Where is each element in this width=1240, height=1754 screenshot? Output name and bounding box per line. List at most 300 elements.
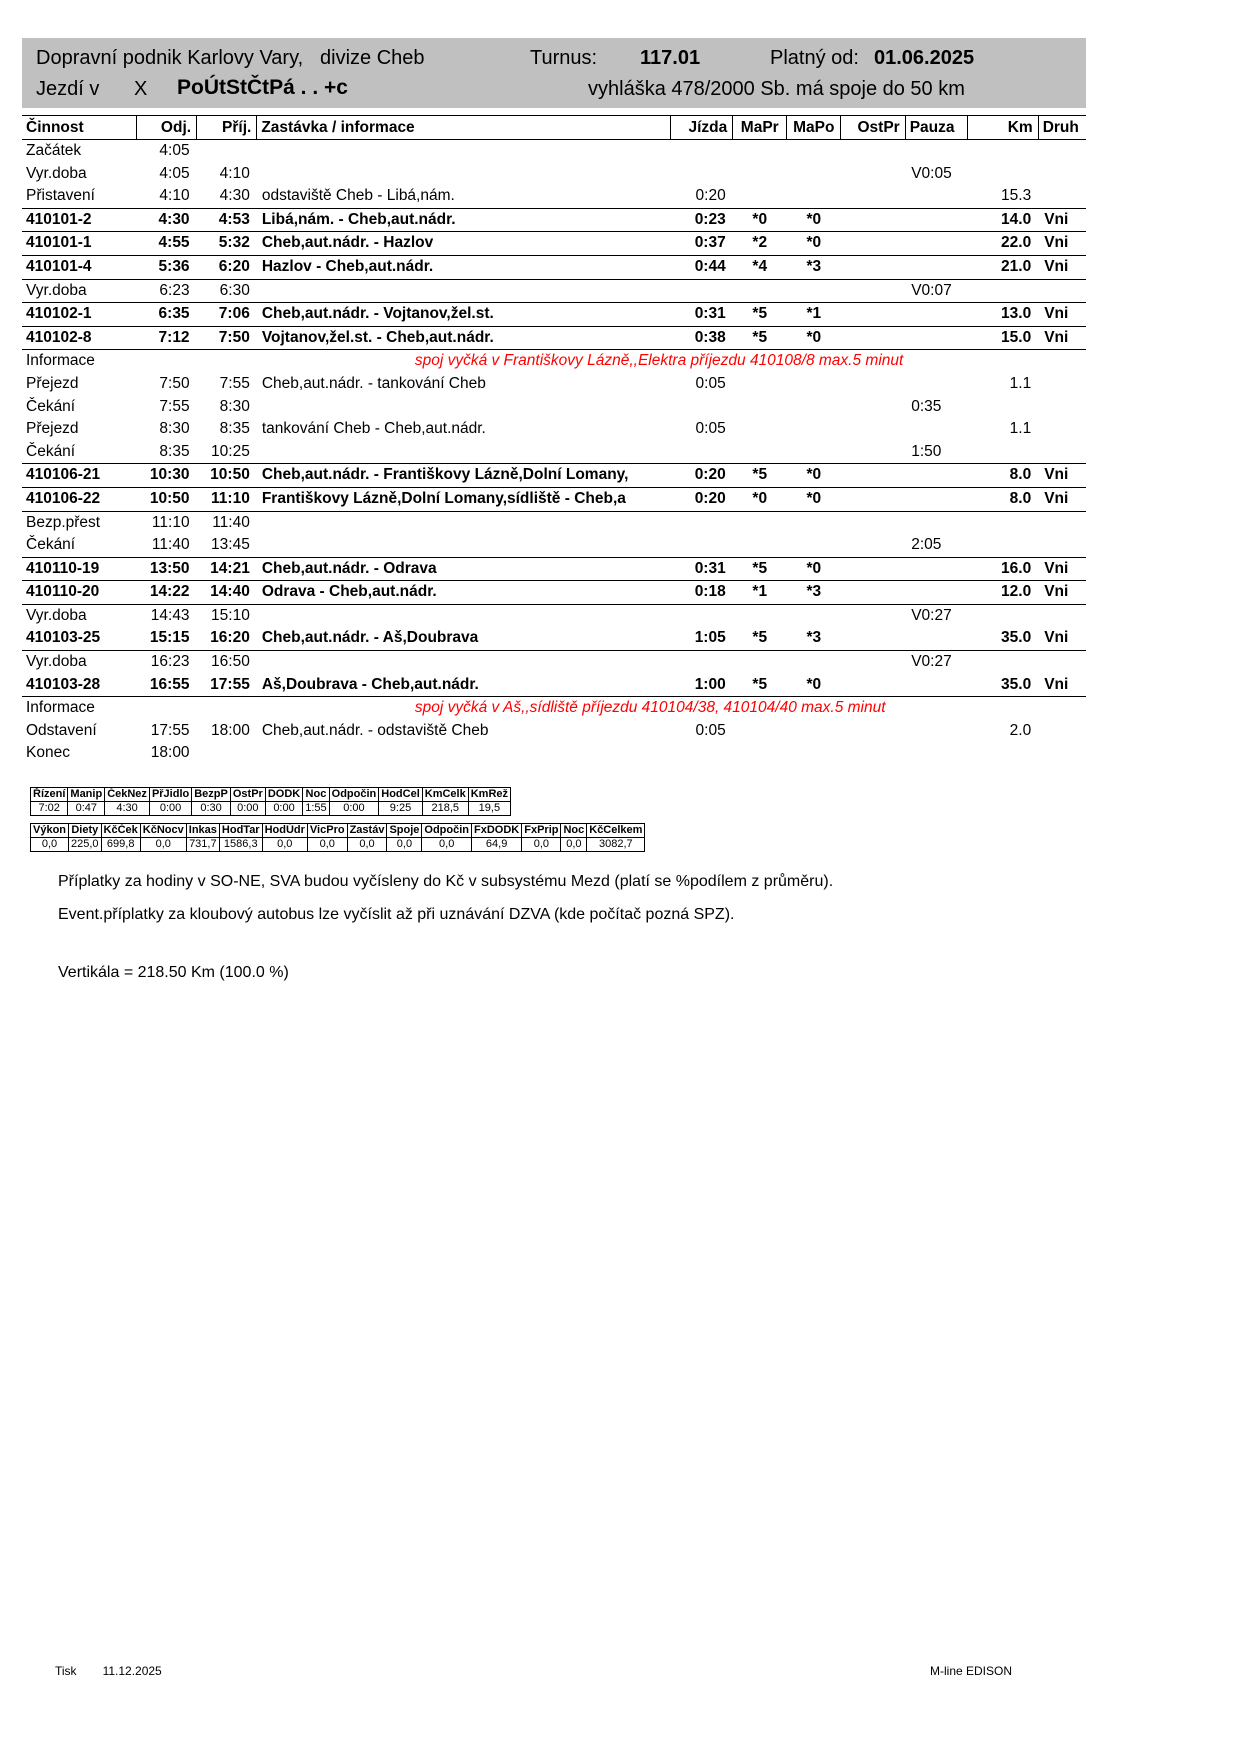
cell-prijezd: 4:30 [219,187,250,205]
summary2-header-10: Odpočin [422,824,472,838]
cell-prijezd: 10:50 [197,464,257,488]
cell-zastavka: Cheb,aut.nádr. - Hazlov [257,232,671,256]
cell-zastavka [257,511,671,534]
cell-cinnost: Vyr.doba [22,279,136,303]
column-header-cinnost: Činnost [22,116,136,140]
cell-zastavka: Cheb,aut.nádr. - Aš,Doubrava [261,629,479,647]
cell-cinnost: Začátek [26,142,82,159]
cell-zastavka [257,604,671,627]
cell-prijezd: 4:10 [219,164,250,182]
cell-druh [1038,279,1086,303]
cell-odjezd [136,697,196,720]
table-row [22,604,1086,627]
cell-jizda [670,140,732,163]
cell-jizda: 0:05 [695,420,726,438]
company-name: Dopravní podnik Karlovy Vary, [36,47,304,69]
cell-mapr [733,441,787,464]
operating-days-value: PoÚtStČtPá . . +c [177,76,348,99]
cell-zastavka [257,697,886,720]
cell-cinnost: Přejezd [26,420,79,438]
cell-jizda [670,651,732,674]
cell-odjezd: 7:12 [136,326,196,350]
schedule-header-row [22,116,1086,140]
cell-ostpr [841,557,905,581]
cell-cinnost: 410110-19 [22,557,136,581]
column-header-zastavka: Zastávka / informace [257,116,671,140]
table-row [22,350,1086,373]
summary2-header-12: FxPrip [522,824,561,838]
cell-druh [1038,140,1086,163]
cell-cinnost: Odstavení [26,721,97,739]
cell-prijezd [197,350,257,373]
cell-druh [1038,534,1086,557]
cell-pauza [905,697,967,720]
cell-jizda: 0:31 [670,303,732,327]
cell-pauza [905,487,967,511]
valid-from-label: Platný od: [770,47,859,69]
summary1-header-6: DODK [265,788,302,802]
cell-pauza [905,418,967,441]
cell-cinnost: Přistavení [26,187,95,205]
cell-jizda [670,441,732,464]
summary1-value-0: 7:02 [31,802,68,816]
cell-druh: Vni [1038,326,1086,350]
operating-days-label: Jezdí v [36,78,100,100]
cell-km: 35.0 [1001,629,1032,647]
table-row [22,674,1086,697]
cell-ostpr [841,303,905,327]
cell-km: 15.3 [1001,187,1032,205]
cell-km: 13.0 [968,303,1039,327]
cell-zastavka: Odrava - Cheb,aut.nádr. [257,581,671,605]
cell-ostpr [841,163,905,186]
cell-ostpr [841,441,905,464]
cell-zastavka: Cheb,aut.nádr. - odstaviště Cheb [261,721,489,739]
print-date: 11.12.2025 [102,1664,162,1678]
info-note-text: spoj vyčká v Františkovy Lázně,,Elektra příjezdu 410108/8 max.5 minut [414,352,904,370]
cell-pauza [905,232,967,256]
cell-prijezd: 5:32 [197,232,257,256]
cell-mapr [733,185,787,208]
cell-ostpr [841,487,905,511]
cell-cinnost: Konec [26,744,70,762]
cell-jizda: 0:05 [695,721,726,739]
summary1-value-10: 218,5 [422,802,468,816]
cell-pauza [905,208,967,232]
summary1-header-1: Manip [68,788,105,802]
cell-druh [1038,441,1086,464]
cell-km: 15.0 [968,326,1039,350]
cell-cinnost: Vyr.doba [26,164,87,182]
cell-mapo: *0 [787,208,841,232]
summary2-value-7: 0,0 [307,838,347,852]
cell-zastavka: Františkovy Lázně,Dolní Lomany,sídliště - Cheb,a [257,487,671,511]
cell-ostpr [841,396,905,419]
cell-prijezd: 18:00 [211,721,250,739]
cell-druh: Vni [1038,487,1086,511]
cell-cinnost: 410101-1 [22,232,136,256]
cell-cinnost: 410102-1 [22,303,136,327]
cell-ostpr [841,326,905,350]
table-row [22,373,1086,396]
cell-odjezd: 8:30 [159,420,190,438]
cell-pauza: V0:27 [905,651,967,674]
footer-product: M-line EDISON [930,1664,1013,1678]
cell-odjezd: 18:00 [150,744,190,762]
cell-km [968,511,1039,534]
cell-prijezd: 7:50 [197,326,257,350]
cell-mapo [787,279,841,303]
cell-jizda: 0:38 [670,326,732,350]
cell-zastavka: Cheb,aut.nádr. - Františkovy Lázně,Dolní Lomany, [257,464,671,488]
cell-km: 12.0 [968,581,1039,605]
cell-odjezd: 8:35 [159,442,190,460]
cell-mapr [733,651,787,674]
table-row [22,581,1086,605]
summary2-header-11: FxDODK [472,824,522,838]
cell-odjezd: 16:23 [136,651,196,674]
cell-pauza [905,255,967,279]
cell-mapr: *2 [733,232,787,256]
cell-mapr: *0 [733,487,787,511]
cell-prijezd [197,697,257,720]
cell-mapr [733,604,787,627]
cell-mapo: *3 [806,629,822,647]
cell-zastavka: Libá,nám. - Cheb,aut.nádr. [257,208,671,232]
schedule-body [22,140,1086,766]
summary1-value-row [31,802,511,816]
cell-cinnost: Přejezd [26,374,79,392]
cell-mapr [733,742,787,765]
cell-km [968,441,1039,464]
cell-mapo: *0 [787,326,841,350]
document-header [22,38,1086,108]
cell-ostpr [841,373,905,396]
cell-prijezd: 17:55 [210,675,250,693]
cell-mapo [787,742,841,765]
cell-mapr: *5 [733,326,787,350]
cell-zastavka [257,651,671,674]
cell-prijezd [197,140,257,163]
cell-km: 22.0 [968,232,1039,256]
cell-km: 1.1 [1009,374,1032,392]
cell-mapr: *5 [733,557,787,581]
summary1-header-row [31,788,511,802]
cell-mapo [787,604,841,627]
column-header-druh: Druh [1038,116,1086,140]
cell-zastavka: Cheb,aut.nádr. - Odrava [257,557,671,581]
cell-pauza [905,373,967,396]
cell-jizda [670,534,732,557]
cell-cinnost: 410102-8 [22,326,136,350]
cell-druh: Vni [1038,255,1086,279]
column-header-ostpr: OstPr [841,116,905,140]
cell-druh: Vni [1044,675,1069,693]
cell-mapr: *5 [733,464,787,488]
cell-prijezd [197,742,257,765]
cell-prijezd: 8:35 [219,420,250,438]
cell-odjezd: 5:36 [136,255,196,279]
cell-pauza [905,581,967,605]
cell-pauza [905,464,967,488]
cell-odjezd: 11:40 [151,536,190,554]
cell-km: 1.1 [1009,420,1032,438]
cell-ostpr [841,140,905,163]
turnus-value: 117.01 [640,47,701,69]
summary2-value-1: 225,0 [69,838,102,852]
cell-mapo [787,396,841,419]
cell-pauza [905,627,967,650]
cell-odjezd: 14:43 [136,604,196,627]
cell-pauza [905,140,967,163]
cell-prijezd: 13:45 [211,536,250,554]
regulation-note: vyhláška 478/2000 Sb. má spoje do 50 km [588,78,965,100]
cell-ostpr [841,464,905,488]
summary-table-hours [30,787,511,816]
cell-ostpr [841,255,905,279]
cell-zastavka [257,441,671,464]
cell-cinnost: 410101-4 [22,255,136,279]
cell-mapr [733,279,787,303]
cell-prijezd: 16:50 [197,651,257,674]
cell-odjezd: 13:50 [136,557,196,581]
cell-druh: Vni [1044,629,1069,647]
cell-druh [1038,720,1086,743]
cell-zastavka [257,534,671,557]
summary1-header-0: Řízení [31,788,68,802]
cell-cinnost: Čekání [26,442,76,460]
cell-ostpr [841,534,905,557]
cell-pauza [905,742,967,765]
summary2-value-9: 0,0 [387,838,422,852]
summary1-header-2: ČekNez [105,788,150,802]
cell-cinnost: 410110-20 [22,581,136,605]
cell-mapr [733,720,787,743]
cell-jizda: 0:20 [670,464,732,488]
cell-pauza: V0:05 [911,164,952,182]
cell-ostpr [841,232,905,256]
header-row-bottom [22,78,1086,108]
cell-mapo [787,140,841,163]
cell-jizda [670,396,732,419]
cell-pauza: 2:05 [911,536,942,554]
cell-mapo [787,373,841,396]
cell-ostpr [841,674,905,697]
cell-zastavka [257,396,671,419]
cell-odjezd: 16:55 [149,675,190,693]
cell-druh [1038,418,1086,441]
cell-pauza: V0:07 [905,279,967,303]
cell-ostpr [841,208,905,232]
cell-mapo [787,534,841,557]
summary2-value-3: 0,0 [140,838,186,852]
cell-zastavka [257,163,671,186]
cell-km [968,651,1039,674]
cell-odjezd: 4:55 [136,232,196,256]
cell-mapo: *0 [787,557,841,581]
cell-km: 35.0 [1001,675,1032,693]
table-row [22,185,1086,208]
cell-km: 16.0 [968,557,1039,581]
cell-druh [1038,163,1086,186]
cell-zastavka [257,742,671,765]
cell-druh: Vni [1038,581,1086,605]
cell-mapo: *1 [787,303,841,327]
cell-odjezd: 17:55 [150,721,190,739]
cell-pauza: 0:35 [911,397,942,415]
cell-mapr: *1 [733,581,787,605]
summary2-header-0: Výkon [31,824,69,838]
cell-cinnost: Vyr.doba [22,651,136,674]
cell-pauza [905,720,967,743]
cell-pauza [905,326,967,350]
division-name: divize Cheb [320,47,425,69]
cell-odjezd: 4:10 [159,187,190,205]
cell-prijezd: 15:10 [197,604,257,627]
cell-prijezd: 8:30 [219,397,250,415]
cell-zastavka: Hazlov - Cheb,aut.nádr. [257,255,671,279]
cell-km: 14.0 [968,208,1039,232]
cell-mapo [787,511,841,534]
cell-odjezd [136,350,196,373]
cell-zastavka [257,350,904,373]
cell-cinnost: 410106-21 [22,464,136,488]
cell-km [968,742,1039,765]
cell-km: 8.0 [968,464,1039,488]
table-row [22,232,1086,256]
summary2-value-row [31,838,645,852]
cell-jizda [670,279,732,303]
cell-jizda: 0:37 [670,232,732,256]
cell-zastavka: Cheb,aut.nádr. - Vojtanov,žel.st. [257,303,671,327]
summary1-value-4: 0:30 [192,802,231,816]
cell-jizda: 0:23 [670,208,732,232]
summary2-value-6: 0,0 [262,838,307,852]
summary1-header-11: KmRež [468,788,510,802]
cell-jizda [670,742,732,765]
cell-mapo [787,185,841,208]
cell-km [968,604,1039,627]
table-row [22,303,1086,327]
cell-mapr [733,163,787,186]
cell-odjezd: 7:50 [159,374,190,392]
table-row [22,487,1086,511]
cell-prijezd: 14:40 [197,581,257,605]
cell-odjezd: 6:23 [136,279,196,303]
cell-km [968,140,1039,163]
cell-ostpr [841,185,905,208]
column-header-km: Km [968,116,1039,140]
header-row-top [22,47,1086,77]
table-row [22,511,1086,534]
cell-cinnost: 410101-2 [22,208,136,232]
cell-jizda: 0:20 [670,487,732,511]
table-row [22,464,1086,488]
cell-zastavka: Aš,Doubrava - Cheb,aut.nádr. [261,675,479,693]
cell-odjezd: 15:15 [149,629,190,647]
cell-jizda [670,163,732,186]
cell-km [968,697,1039,720]
cell-prijezd: 6:20 [197,255,257,279]
cell-pauza [905,674,967,697]
cell-mapr: *4 [733,255,787,279]
schedule-table [22,115,1086,765]
cell-mapr [733,140,787,163]
cell-zastavka: Vojtanov,žel.st. - Cheb,aut.nádr. [257,326,671,350]
cell-odjezd: 7:55 [159,397,190,415]
cell-jizda: 0:44 [670,255,732,279]
summary1-value-11: 19,5 [468,802,510,816]
cell-cinnost: Čekání [26,397,76,415]
cell-km: 8.0 [968,487,1039,511]
cell-km [968,279,1039,303]
cell-jizda: 0:05 [695,374,726,392]
print-label: Tisk [55,1664,77,1678]
cell-pauza: V0:27 [905,604,967,627]
cell-prijezd: 11:40 [197,511,257,534]
summary2-header-3: KčNocv [140,824,186,838]
table-row [22,396,1086,419]
cell-prijezd: 10:25 [211,442,250,460]
cell-druh: Vni [1038,208,1086,232]
summary1-header-10: KmCelk [422,788,468,802]
cell-mapo: *0 [787,464,841,488]
cell-mapr [733,534,787,557]
cell-odjezd: 6:35 [136,303,196,327]
cell-cinnost: Informace [22,697,136,720]
summary1-value-7: 1:55 [303,802,329,816]
summary1-value-6: 0:00 [265,802,302,816]
cell-prijezd: 11:10 [197,487,257,511]
cell-druh [1038,185,1086,208]
cell-mapo: *0 [806,675,822,693]
cell-odjezd: 4:30 [136,208,196,232]
cell-odjezd: 10:50 [136,487,196,511]
table-row [22,326,1086,350]
cell-mapo: *3 [787,255,841,279]
cell-km [968,534,1039,557]
turnus-label: Turnus: [530,47,598,69]
table-row [22,163,1086,186]
cell-zastavka [257,140,671,163]
cell-ostpr [841,720,905,743]
summary1-value-8: 0:00 [329,802,379,816]
cell-druh [1038,350,1086,373]
cell-ostpr [841,651,905,674]
cell-odjezd: 11:10 [136,511,196,534]
summary2-header-6: HodÚdr [262,824,307,838]
summary1-header-9: HodCel [379,788,423,802]
summary1-header-3: PřJidlo [149,788,191,802]
summary2-header-7: VicPro [307,824,347,838]
cell-jizda: 1:05 [694,629,726,647]
note-surcharges: Příplatky za hodiny v SO-NE, SVA budou vyčísleny do Kč v subsystému Mezd (platí se %podílem z průměru). [58,873,834,890]
cell-mapr: *5 [752,629,768,647]
summary2-value-2: 699,8 [101,838,140,852]
cell-ostpr [841,418,905,441]
cell-km [968,163,1039,186]
summary2-value-11: 64,9 [472,838,522,852]
cell-ostpr [841,511,905,534]
summary2-value-8: 0,0 [347,838,387,852]
cell-odjezd: 14:22 [136,581,196,605]
summary2-header-2: KčČek [101,824,140,838]
table-row [22,418,1086,441]
table-row [22,140,1086,163]
cell-mapo [787,651,841,674]
summary2-header-13: Noc [561,824,587,838]
summary1-value-5: 0:00 [230,802,265,816]
